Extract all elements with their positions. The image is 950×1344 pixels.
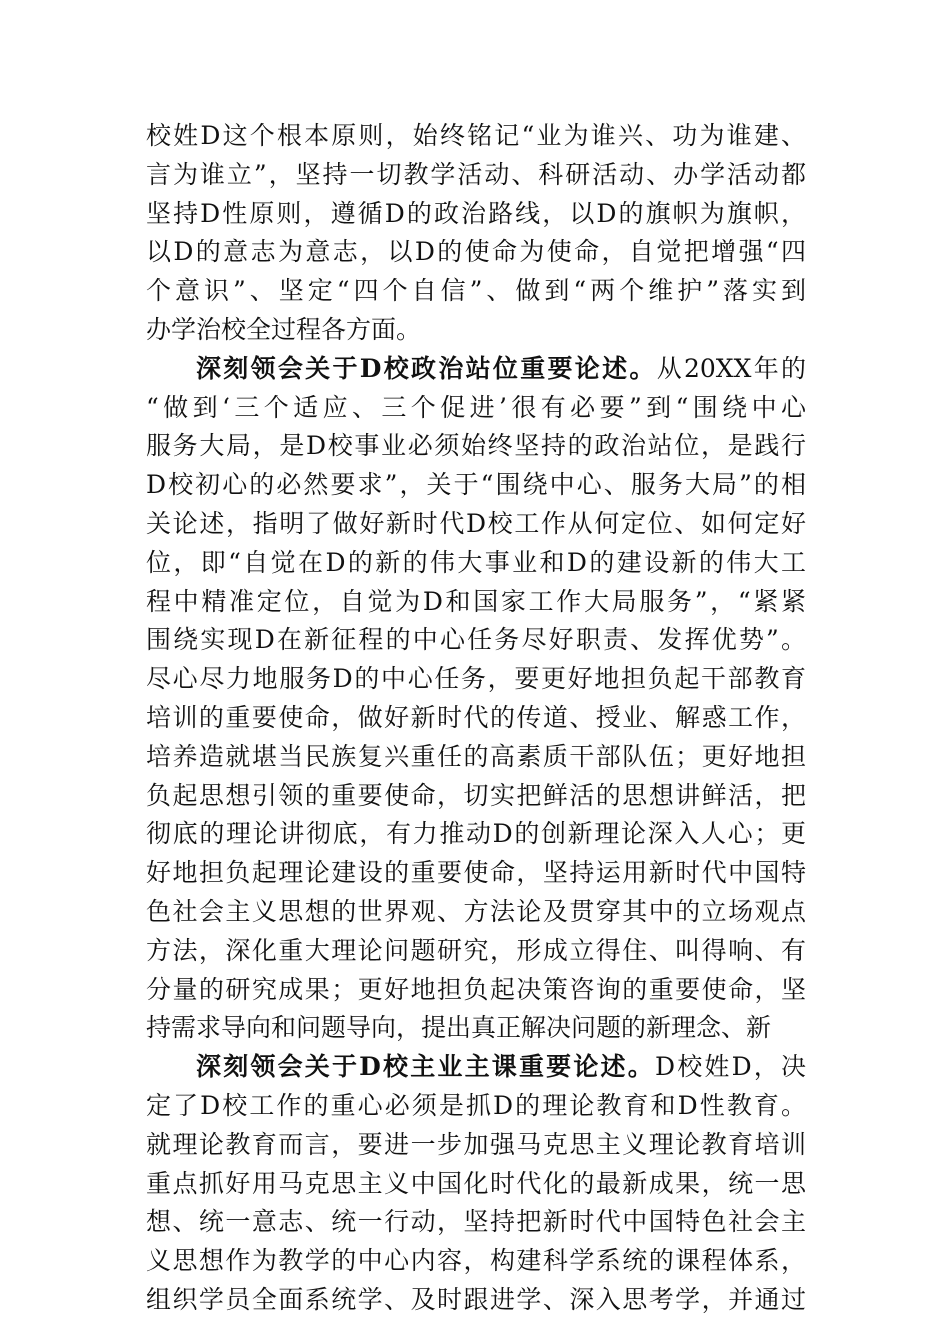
text-line: 校姓D这个根本原则，始终铭记“业为谁兴、功为谁建、 — [146, 121, 806, 150]
text-line: 关论述，指明了做好新时代D校工作从何定位、如何定好 — [146, 508, 806, 538]
text-line: 义思想作为教学的中心内容，构建科学系统的课程体系， — [146, 1246, 806, 1276]
text-line: 培训的重要使命，做好新时代的传道、授业、解惑工作， — [146, 702, 806, 732]
text-line: 服务大局，是D校事业必须始终坚持的政治站位，是践行 — [146, 431, 806, 461]
text-line: 彻底的理论讲彻底，有力推动D的创新理论深入人心；更 — [146, 819, 806, 849]
text-line: 程中精准定位，自觉为D和国家工作大局服务”，“紧紧 — [146, 586, 806, 616]
document-body — [146, 117, 806, 1320]
text-line: 组织学员全面系统学、及时跟进学、深入思考学，并通过 — [146, 1284, 806, 1314]
text-line — [146, 1048, 806, 1087]
text-line: 负起思想引领的重要使命，切实把鲜活的思想讲鲜活，把 — [146, 780, 806, 810]
text-line: 好地担负起理论建设的重要使命，坚持运用新时代中国特 — [146, 858, 806, 888]
text-line: 个意识”、坚定“四个自信”、做到“两个维护”落实到 — [146, 276, 806, 306]
text-line: 尽心尽力地服务D的中心任务，要更好地担负起干部教育 — [146, 664, 806, 694]
text-line: 围绕实现D在新征程的中心任务尽好职责、发挥优势”。 — [146, 625, 806, 655]
text-line: D校初心的必然要求”，关于“围绕中心、服务大局”的相 — [146, 470, 806, 500]
paragraph-2 — [146, 350, 806, 1048]
text-line: 培养造就堪当民族复兴重任的高素质干部队伍；更好地担 — [146, 741, 806, 771]
text-line: 想、统一意志、统一行动，坚持把新时代中国特色社会主 — [146, 1207, 806, 1237]
text-line: 位，即“自觉在D的新的伟大事业和D的建设新的伟大工 — [146, 547, 806, 577]
text-line: 分量的研究成果；更好地担负起决策咨询的重要使命，坚 — [146, 974, 806, 1004]
text-line: 以D的意志为意志，以D的使命为使命，自觉把增强“四 — [146, 237, 806, 267]
text-line: 色社会主义思想的世界观、方法论及贯穿其中的立场观点 — [146, 896, 806, 926]
paragraph-3 — [146, 1048, 806, 1320]
paragraph-1 — [146, 117, 806, 350]
text-line: 办学治校全过程各方面。 — [146, 314, 422, 344]
text-line: 持需求导向和问题导向，提出真正解决问题的新理念、新 — [146, 1013, 772, 1043]
text-line: 言为谁立”，坚持一切教学活动、科研活动、办学活动都 — [146, 159, 806, 189]
paragraph-heading: 深刻领会关于D校政治站位重要论述。 — [196, 353, 657, 383]
text-line: 就理论教育而言，要进一步加强马克思主义理论教育培训 — [146, 1129, 806, 1159]
text-line — [146, 350, 806, 389]
paragraph-heading: 深刻领会关于D校主业主课重要论述。 — [196, 1052, 655, 1082]
text-line: 定了D校工作的重心必须是抓D的理论教育和D性教育。 — [146, 1090, 806, 1120]
text-line: 坚持D性原则，遵循D的政治路线，以D的旗帜为旗帜， — [146, 198, 806, 228]
text-line: “做到‘三个适应、三个促进’很有必要”到“围绕中心 — [146, 392, 806, 422]
text-line: 方法，深化重大理论问题研究，形成立得住、叫得响、有 — [146, 935, 806, 965]
heading-line-rest: 从20XX年的 — [656, 353, 806, 383]
heading-line-rest: D校姓D，决 — [654, 1052, 807, 1082]
text-line: 重点抓好用马克思主义中国化时代化的最新成果，统一思 — [146, 1168, 806, 1198]
